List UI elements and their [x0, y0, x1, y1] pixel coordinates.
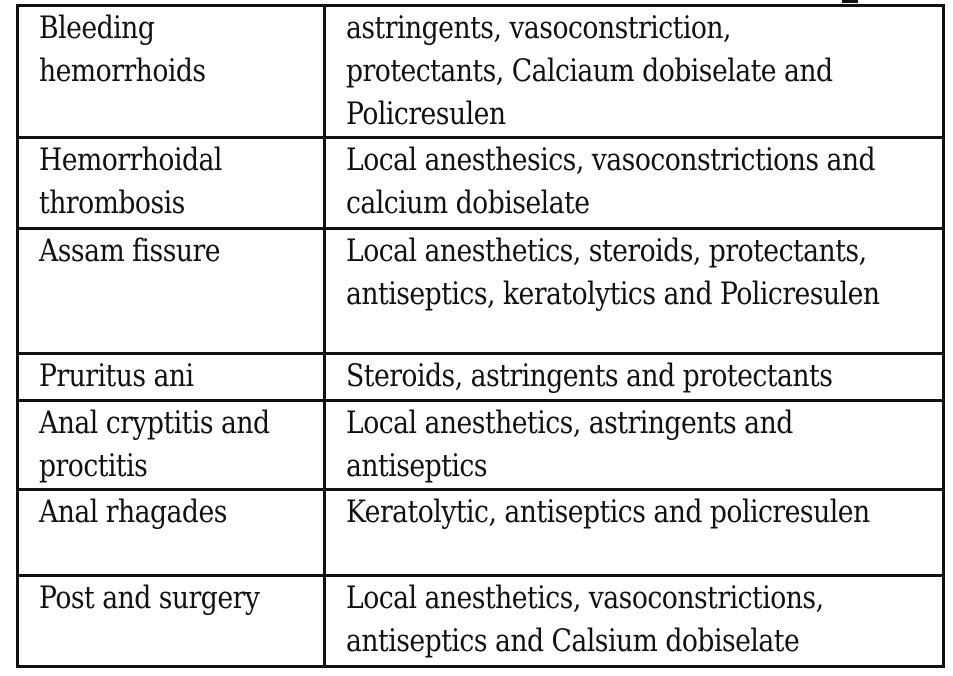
top-edge-mark: [842, 0, 858, 3]
treatment-cell: [325, 490, 944, 576]
condition-cell: [18, 490, 325, 576]
treatment-cell: [325, 354, 944, 401]
condition-text: Anal cryptitis and proctitis: [39, 405, 270, 484]
condition-text: Post and surgery: [39, 580, 260, 616]
table-row: [18, 229, 944, 354]
treatment-cell: [325, 229, 944, 354]
condition-text: Assam fissure: [39, 233, 221, 269]
table-row: [18, 354, 944, 401]
condition-cell: [18, 576, 325, 667]
table-row: [18, 138, 944, 229]
condition-cell: [18, 138, 325, 229]
treatment-text: Local anesthesics, vasoconstrictions and calcium dobiselate: [346, 142, 876, 221]
condition-cell: [18, 401, 325, 490]
condition-text: Pruritus ani: [39, 358, 194, 394]
condition-text: Anal rhagades: [39, 494, 227, 530]
condition-cell: [18, 229, 325, 354]
treatment-table: [16, 4, 945, 668]
treatment-text: Local anesthetics, vasoconstrictions, antiseptics and Calsium dobiselate: [346, 580, 824, 659]
condition-cell: [18, 354, 325, 401]
table-row: [18, 6, 944, 138]
condition-text: Bleeding hemorrhoids: [39, 10, 206, 89]
treatment-text: Steroids, astringents and protectants: [346, 358, 833, 394]
table-row: [18, 401, 944, 490]
treatment-text: Local anesthetics, astringents and antiseptics: [346, 405, 793, 484]
condition-text: Hemorrhoidal thrombosis: [39, 142, 222, 221]
treatment-cell: [325, 6, 944, 138]
table-row: [18, 576, 944, 667]
treatment-cell: [325, 576, 944, 667]
table-row: [18, 490, 944, 576]
condition-cell: [18, 6, 325, 138]
treatment-text: astringents, vasoconstriction, protectants, Calciaum dobiselate and Policresulen: [346, 10, 833, 132]
treatment-text: Keratolytic, antiseptics and policresulen: [346, 494, 870, 530]
treatment-text: Local anesthetics, steroids, protectants, antiseptics, keratolytics and Policresulen: [346, 233, 880, 312]
treatment-cell: [325, 138, 944, 229]
treatment-cell: [325, 401, 944, 490]
